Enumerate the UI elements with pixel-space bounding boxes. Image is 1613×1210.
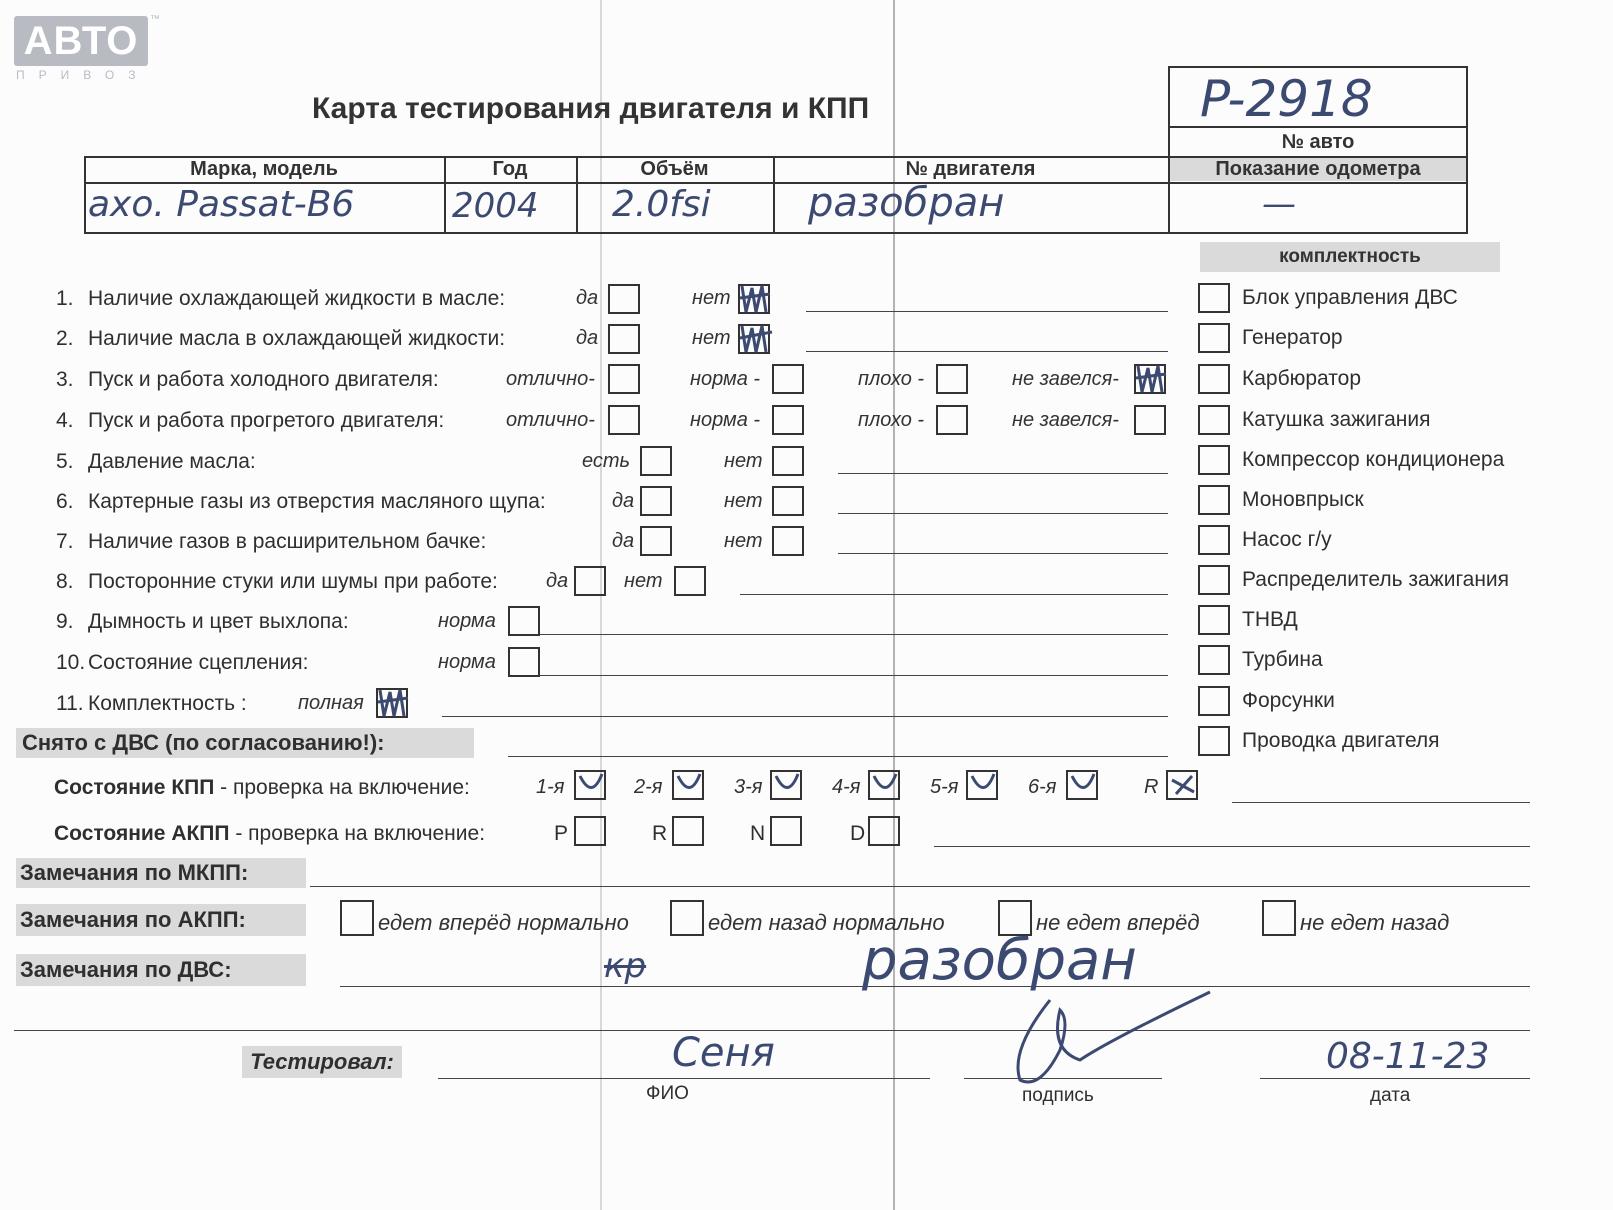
check-label: Пуск и работа прогретого двигателя: xyxy=(88,409,445,432)
handwritten-check-mark xyxy=(1132,362,1172,398)
check-label: Дымность и цвет выхлопа: xyxy=(88,610,349,633)
remarks-dvs-label: Замечания по ДВС: xyxy=(16,954,306,986)
handwritten-signature xyxy=(990,990,1230,1100)
completeness-item: Распределитель зажигания xyxy=(1242,568,1510,591)
fio-value: Сеня xyxy=(672,1030,775,1076)
check-otlichno-box[interactable] xyxy=(608,364,640,394)
check-norma-box[interactable] xyxy=(508,647,540,677)
removed-parts-label: Снято с ДВС (по согласованию!): xyxy=(16,728,474,758)
check-label: Пуск и работа холодного двигателя: xyxy=(88,368,439,391)
check-label: Посторонние стуки или шумы при работе: xyxy=(88,570,498,593)
kpp-label xyxy=(54,776,470,800)
option-da: да xyxy=(546,570,569,592)
akpp-option: едет назад нормально xyxy=(708,910,945,935)
gear-label: 5-я xyxy=(930,776,959,798)
header-volume: Объём xyxy=(640,158,709,180)
completeness-checkbox[interactable] xyxy=(1198,405,1230,435)
header-odometer: Показание одометра xyxy=(1215,158,1421,180)
check-ne-zavelsya-box[interactable] xyxy=(1134,405,1166,435)
check-number: 4. xyxy=(56,409,74,432)
completeness-item: Турбина xyxy=(1242,648,1323,671)
completeness-item: Форсунки xyxy=(1242,689,1335,712)
completeness-checkbox[interactable] xyxy=(1198,485,1230,515)
completeness-item: Проводка двигателя xyxy=(1242,729,1440,752)
gear-label: 3-я xyxy=(734,776,763,798)
date-value: 08-11-23 xyxy=(1326,1036,1490,1077)
handwritten-check-mark xyxy=(374,686,414,722)
akpp-option: не едет вперёд xyxy=(1036,910,1200,935)
option-norma: норма xyxy=(438,651,496,673)
check-da-box[interactable] xyxy=(574,566,606,596)
akpp-mode-label: N xyxy=(750,822,766,845)
completeness-checkbox[interactable] xyxy=(1198,323,1230,353)
tested-by-label: Тестировал: xyxy=(242,1046,402,1078)
akpp-option: едет вперёд нормально xyxy=(378,910,629,935)
brand-model-value: ахо. Passat-B6 xyxy=(88,184,355,225)
gear-label: R xyxy=(1144,776,1159,798)
header-engine-number: № двигателя xyxy=(905,158,1036,180)
completeness-checkbox[interactable] xyxy=(1198,283,1230,313)
akpp-option-checkbox[interactable] xyxy=(670,900,704,936)
gear-label: 2-я xyxy=(634,776,663,798)
check-number: 3. xyxy=(56,368,74,391)
trademark-sign: ™ xyxy=(150,14,160,25)
check-number: 6. xyxy=(56,490,74,513)
option-net: нет xyxy=(724,530,763,552)
kpp-label-rest: - проверка на включение: xyxy=(214,776,470,799)
completeness-checkbox[interactable] xyxy=(1198,605,1230,635)
option-net: нет xyxy=(692,287,731,309)
completeness-checkbox[interactable] xyxy=(1198,565,1230,595)
check-label: Картерные газы из отверстия масляного щупа: xyxy=(88,490,546,513)
option-otlichno: отлично- xyxy=(506,368,595,390)
avto-privoz-logo xyxy=(14,16,148,66)
akpp-label-bold: Состояние АКПП xyxy=(54,822,230,845)
volume-value: 2.0fsi xyxy=(612,184,711,225)
check-ploho-box[interactable] xyxy=(936,405,968,435)
check-number: 8. xyxy=(56,570,74,593)
odometer-value: — xyxy=(1262,184,1296,224)
check-otlichno-box[interactable] xyxy=(608,405,640,435)
check-number: 10. xyxy=(56,651,86,674)
check-net-box[interactable] xyxy=(772,446,804,476)
header-brand-model: Марка, модель xyxy=(190,158,338,180)
kpp-label-bold: Состояние КПП xyxy=(54,776,215,799)
check-da-box[interactable] xyxy=(608,284,640,314)
completeness-item: Генератор xyxy=(1242,326,1343,349)
option-net: нет xyxy=(692,327,731,349)
option-da: да xyxy=(612,490,635,512)
completeness-item: Моновпрыск xyxy=(1242,488,1364,511)
option-net: нет xyxy=(624,570,663,592)
option-ploho: плохо - xyxy=(858,368,925,390)
check-est-box[interactable] xyxy=(640,446,672,476)
completeness-checkbox[interactable] xyxy=(1198,364,1230,394)
option-net: нет xyxy=(724,490,763,512)
completeness-item: Блок управления ДВС xyxy=(1242,286,1458,309)
akpp-mode-checkbox[interactable] xyxy=(672,816,704,846)
auto-number-label: № авто xyxy=(1281,131,1355,153)
remarks-mkpp-label: Замечания по МКПП: xyxy=(16,858,306,888)
check-da-box[interactable] xyxy=(640,486,672,516)
header-year: Год xyxy=(492,158,528,180)
check-norma-box[interactable] xyxy=(772,405,804,435)
logo-subtitle: ПРИВОЗ xyxy=(16,68,150,82)
check-da-box[interactable] xyxy=(608,324,640,354)
completeness-checkbox[interactable] xyxy=(1198,726,1230,756)
check-label: Наличие охлаждающей жидкости в масле: xyxy=(88,287,506,310)
check-label: Наличие газов в расширительном бачке: xyxy=(88,530,487,553)
check-number: 2. xyxy=(56,327,74,350)
dvs-remark-value: разобран xyxy=(862,928,1137,993)
option-da: да xyxy=(576,327,599,349)
option-norma: норма xyxy=(438,610,496,632)
signature-label: подпись xyxy=(1022,1085,1094,1106)
completeness-item: ТНВД xyxy=(1242,608,1298,631)
akpp-mode-label: D xyxy=(850,822,866,845)
check-label: Комплектность : xyxy=(88,692,247,715)
akpp-mode-label: R xyxy=(652,822,668,845)
check-number: 5. xyxy=(56,450,74,473)
check-net-box[interactable] xyxy=(674,566,706,596)
fio-label: ФИО xyxy=(646,1083,689,1104)
handwritten-check-mark xyxy=(736,282,776,362)
option-norma: норма - xyxy=(690,409,761,431)
completeness-checkbox[interactable] xyxy=(1198,645,1230,675)
option-net: нет xyxy=(724,450,763,472)
akpp-label-rest: - проверка на включение: xyxy=(229,822,486,845)
auto-number-value: P-2918 xyxy=(1200,70,1373,128)
option-da: да xyxy=(612,530,635,552)
date-label: дата xyxy=(1370,1085,1411,1106)
year-value: 2004 xyxy=(452,186,539,226)
akpp-mode-checkbox[interactable] xyxy=(770,816,802,846)
option-otlichno: отлично- xyxy=(506,409,595,431)
gear-check-marks xyxy=(574,766,1204,806)
option-polnaya: полная xyxy=(298,692,364,714)
completeness-item: Карбюратор xyxy=(1242,367,1362,390)
dvs-remark-struck: кр xyxy=(604,946,647,986)
gear-label: 1-я xyxy=(536,776,565,798)
check-norma-box[interactable] xyxy=(772,364,804,394)
check-net-box[interactable] xyxy=(772,526,804,556)
check-label: Состояние сцепления: xyxy=(88,651,309,674)
akpp-label xyxy=(54,822,485,846)
check-label: Наличие масла в охлаждающей жидкости: xyxy=(88,327,506,350)
akpp-mode-label: P xyxy=(554,822,569,845)
check-number: 7. xyxy=(56,530,74,553)
check-ploho-box[interactable] xyxy=(936,364,968,394)
option-ne-zavelsya: не завелся- xyxy=(1012,368,1119,390)
engine-number-value: разобран xyxy=(808,180,1005,226)
akpp-option-checkbox[interactable] xyxy=(1262,900,1296,936)
option-ne-zavelsya: не завелся- xyxy=(1012,409,1119,431)
check-da-box[interactable] xyxy=(640,526,672,556)
akpp-mode-checkbox[interactable] xyxy=(868,816,900,846)
completeness-checkbox[interactable] xyxy=(1198,525,1230,555)
remarks-akpp-label: Замечания по АКПП: xyxy=(16,904,306,936)
logo-text: АВТО xyxy=(23,19,139,63)
check-number: 9. xyxy=(56,610,74,633)
completeness-title: комплектность xyxy=(1200,242,1500,272)
completeness-item: Катушка зажигания xyxy=(1242,408,1431,431)
check-net-box[interactable] xyxy=(772,486,804,516)
check-norma-box[interactable] xyxy=(508,606,540,636)
completeness-item: Компрессор кондиционера xyxy=(1242,448,1505,471)
akpp-option-checkbox[interactable] xyxy=(340,900,374,936)
gear-label: 4-я xyxy=(832,776,861,798)
akpp-option: не едет назад xyxy=(1300,910,1450,935)
akpp-mode-checkbox[interactable] xyxy=(574,816,606,846)
gear-label: 6-я xyxy=(1028,776,1057,798)
completeness-item: Насос г/у xyxy=(1242,528,1332,551)
option-norma: норма - xyxy=(690,368,761,390)
completeness-checkbox[interactable] xyxy=(1198,445,1230,475)
completeness-checkbox[interactable] xyxy=(1198,686,1230,716)
check-label: Давление масла: xyxy=(88,450,256,473)
page-title: Карта тестирования двигателя и КПП xyxy=(312,92,870,125)
check-number: 1. xyxy=(56,287,74,310)
check-number: 11. xyxy=(56,692,84,715)
option-da: да xyxy=(576,287,599,309)
option-est: есть xyxy=(582,450,631,472)
option-ploho: плохо - xyxy=(858,409,925,431)
